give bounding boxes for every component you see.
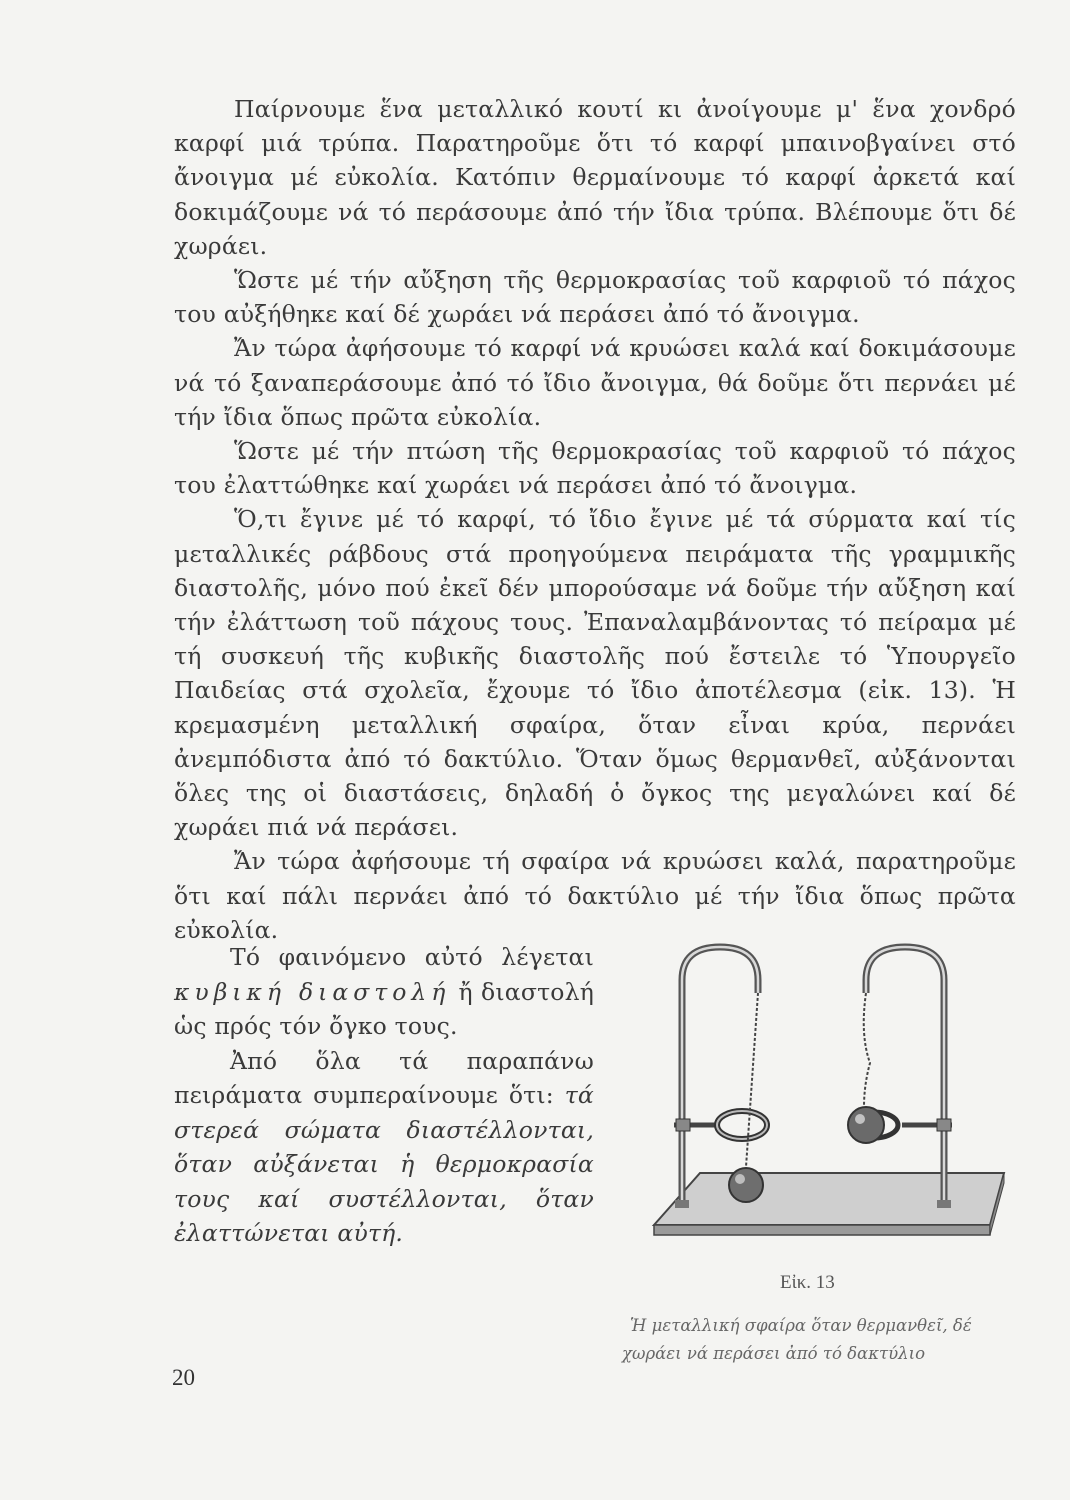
definition-tail: ἤ διαστολή ὡς πρός τόν ὄγκο τους. <box>174 977 594 1040</box>
paragraph-sphere-cooled: Ἄν τώρα ἀφήσουμε τή σφαίρα νά κρυώσει καλά, παρατηροῦμε ὅτι καί πάλι περνάει ἀπό τό δακτύλιο μέ τήν ἴδια ὅπως πρῶτα εὐκολία. <box>174 847 1016 944</box>
conclusion-lead: Ἀπό ὅλα τά παραπάνω πειράματα συμπεραίνουμε ὅτι: <box>174 1046 594 1109</box>
figure-caption: Ἡ μεταλλική σφαίρα ὅταν θερμανθεῖ, δέ χωράει νά περάσει ἀπό τό δακτύλιο <box>622 1316 972 1363</box>
conclusion-statement: τά στερεά σώματα διαστέλλονται, ὅταν αὐξάνεται ἡ θερμοκρασία τους καί συστέλλονται, ὅταν ἐλαττώνεται αὐτή. <box>174 1081 595 1247</box>
cubic-expansion-apparatus-illustration <box>612 935 1017 1265</box>
definition-term: κυβική διαστολή <box>174 977 451 1006</box>
figure-label: Εἰκ. 13 <box>780 1272 835 1293</box>
definition-paragraph <box>174 940 594 1044</box>
paragraph-nail-contracted: Ὥστε μέ τήν πτώση τῆς θερμοκρασίας τοῦ καρφιοῦ τό πάχος του ἐλαττώθηκε καί χωράει νά περάσει ἀπό τό ἄνοιγμα. <box>174 437 1016 500</box>
paragraph-nail-cooled: Ἄν τώρα ἀφήσουμε τό καρφί νά κρυώσει καλά καί δοκιμάσουμε νά τό ξαναπεράσουμε ἀπό τό ἴδιο ἄνοιγμα, θά δοῦμε ὅτι περνάει μέ τήν ἴδια ὅπως πρῶτα εὐκολία. <box>174 334 1016 431</box>
definition-lead: Τό φαινόμενο αὐτό λέγεται <box>230 943 594 971</box>
main-text <box>174 92 1016 947</box>
side-text <box>174 940 594 1251</box>
paragraph-nail-experiment: Παίρνουμε ἕνα μεταλλικό κουτί κι ἀνοίγουμε μ' ἕνα χονδρό καρφί μιά τρύπα. Παρατηροῦμε ὅτι τό καρφί μπαινοβγαίνει στό ἄνοιγμα μέ εὐκολία. Κατόπιν θερμαίνουμε τό καρφί ἀρκετά καί δοκιμάζουμε νά τό περάσουμε ἀπό τήν ἴδια τρύπα. Βλέπουμε ὅτι δέ χωράει. <box>174 95 1016 260</box>
page-number: 20 <box>172 1365 195 1390</box>
paragraph-nail-expanded: Ὥστε μέ τήν αὔξηση τῆς θερμοκρασίας τοῦ καρφιοῦ τό πάχος του αὐξήθηκε καί δέ χωράει νά περάσει ἀπό τό ἄνοιγμα. <box>174 266 1016 329</box>
paragraph-cubic-apparatus: Ὅ,τι ἔγινε μέ τό καρφί, τό ἴδιο ἔγινε μέ τά σύρματα καί τίς μεταλλικές ράβδους στά προηγούμενα πειράματα τῆς γραμμικῆς διαστολῆς, μόνο πού ἐκεῖ δέν μπορούσαμε νά δοῦμε τήν αὔξηση καί τήν ἐλάττωση τοῦ πάχους τους. Ἐπαναλαμβάνοντας τό πείραμα μέ τή συσκευή τῆς κυβικῆς διαστολῆς πού ἔστειλε τό Ὑπουργεῖο Παιδείας στά σχολεῖα, ἔχουμε τό ἴδιο ἀποτέλεσμα (εἰκ. 13). Ἡ κρεμασμένη μεταλλική σφαίρα, ὅταν εἶναι κρύα, περνάει ἀνεμπόδιστα ἀπό τό δακτύλιο. Ὅταν ὅμως θερμανθεῖ, αὐξάνονται ὅλες της οἱ διαστάσεις, δηλαδή ὁ ὄγκος της μεγαλώνει καί δέ χωράει πιά νά περάσει. <box>174 505 1016 842</box>
conclusion-paragraph <box>174 1044 594 1251</box>
